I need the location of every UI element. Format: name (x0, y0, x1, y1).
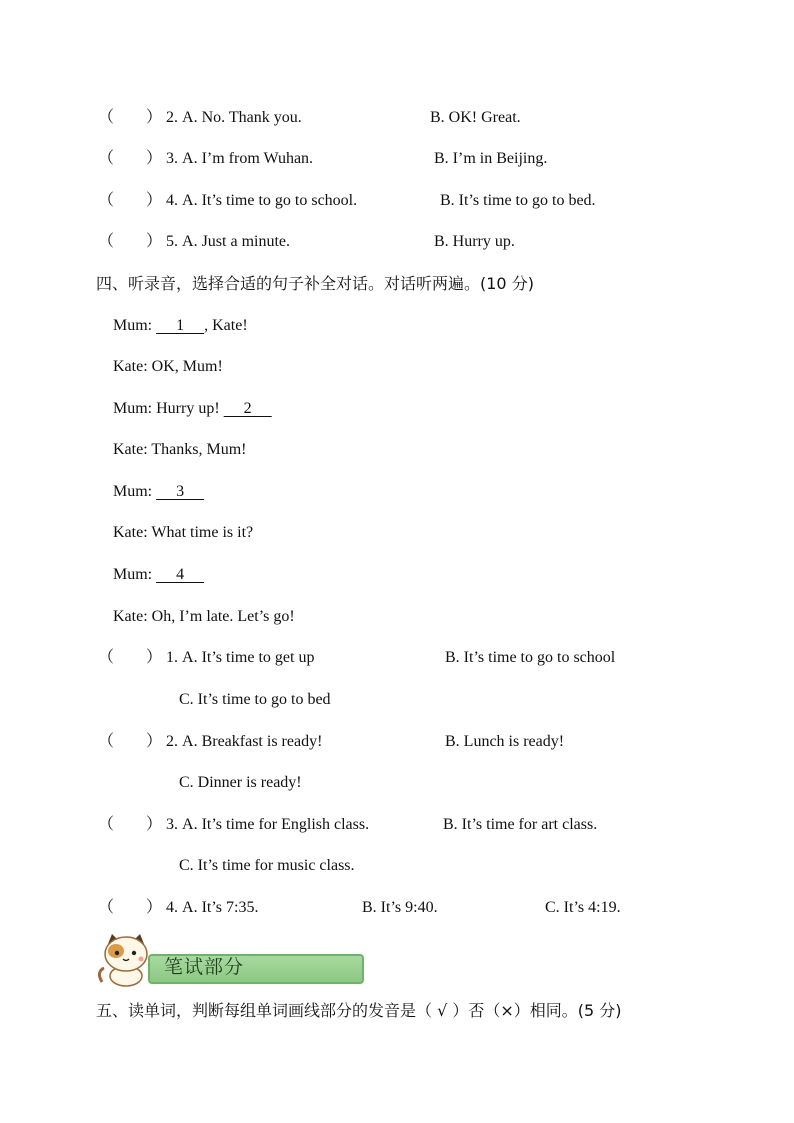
answer-paren[interactable]: （ ） (98, 233, 163, 250)
option-a: A. I’m from Wuhan. (182, 150, 314, 167)
option-c: C. It’s 4:19. (545, 899, 621, 916)
option-a: A. It’s time for English class. (182, 816, 370, 833)
answer-paren[interactable]: （ ） (98, 733, 163, 750)
item-number: 1. (166, 649, 179, 666)
item-number: 4. (166, 899, 179, 916)
option-a: A. Breakfast is ready! (182, 733, 323, 750)
option-b: B. OK! Great. (430, 109, 521, 126)
option-a: A. It’s time to go to school. (182, 192, 358, 209)
dialogue-text: What time is it? (151, 524, 254, 541)
blank[interactable]: 4 (156, 566, 205, 583)
item-number: 3. (166, 816, 179, 833)
part3-item-2 (98, 108, 302, 128)
section-5-title: 五、读单词，判断每组单词画线部分的发音是（ √ ）否（×）相同。(5 分) (96, 1001, 622, 1020)
option-a: A. No. Thank you. (182, 109, 302, 126)
question-2 (98, 732, 322, 752)
speaker: Mum: (113, 400, 153, 417)
speaker: Kate: (113, 524, 148, 541)
question-3 (98, 815, 369, 835)
cat-mascot-icon (96, 932, 166, 988)
answer-paren[interactable]: （ ） (98, 192, 163, 209)
speaker: Mum: (113, 317, 153, 334)
option-b: B. It’s time for art class. (443, 816, 598, 833)
option-c: C. It’s time for music class. (179, 857, 355, 874)
dialogue-line (113, 523, 253, 543)
dialogue-text: Thanks, Mum! (151, 441, 247, 458)
banner-label: 笔试部分 (164, 956, 245, 978)
dialogue-line (113, 357, 223, 377)
dialogue-text: Hurry up! (156, 400, 220, 417)
item-number: 3. (166, 150, 179, 167)
option-b: B. Lunch is ready! (445, 733, 565, 750)
item-number: 2. (166, 109, 179, 126)
blank[interactable]: 2 (223, 400, 272, 417)
speaker: Kate: (113, 608, 148, 625)
speaker: Kate: (113, 358, 148, 375)
answer-paren[interactable]: （ ） (98, 649, 163, 666)
part3-item-5 (98, 232, 290, 252)
dialogue-line (113, 607, 295, 627)
dialogue-text: , Kate! (204, 317, 248, 334)
blank[interactable]: 1 (156, 317, 205, 334)
dialogue-line (113, 440, 246, 460)
option-a: A. It’s 7:35. (182, 899, 259, 916)
dialogue-text: OK, Mum! (151, 358, 223, 375)
answer-paren[interactable]: （ ） (98, 899, 163, 916)
option-b: B. It’s 9:40. (362, 899, 438, 916)
option-a: A. Just a minute. (182, 233, 291, 250)
dialogue-text: Oh, I’m late. Let’s go! (151, 608, 295, 625)
option-b: B. It’s time to go to bed. (440, 192, 596, 209)
dialogue-line (113, 482, 204, 502)
option-b: B. I’m in Beijing. (434, 150, 548, 167)
option-c: C. Dinner is ready! (179, 774, 302, 791)
item-number: 2. (166, 733, 179, 750)
blank[interactable]: 3 (156, 483, 205, 500)
question-1 (98, 648, 314, 668)
speaker: Kate: (113, 441, 148, 458)
part3-item-4 (98, 191, 357, 211)
speaker: Mum: (113, 566, 153, 583)
dialogue-line (113, 399, 272, 419)
question-4 (98, 898, 258, 918)
answer-paren[interactable]: （ ） (98, 816, 163, 833)
speaker: Mum: (113, 483, 153, 500)
dialogue-line (113, 316, 248, 336)
dialogue-line (113, 565, 204, 585)
option-c: C. It’s time to go to bed (179, 691, 331, 708)
item-number: 4. (166, 192, 179, 209)
section-4-title: 四、听录音，选择合适的句子补全对话。对话听两遍。(10 分) (96, 274, 534, 293)
answer-paren[interactable]: （ ） (98, 109, 163, 126)
option-b: B. It’s time to go to school (445, 649, 616, 666)
answer-paren[interactable]: （ ） (98, 150, 163, 167)
option-b: B. Hurry up. (434, 233, 515, 250)
option-a: A. It’s time to get up (182, 649, 315, 666)
item-number: 5. (166, 233, 179, 250)
part3-item-3 (98, 149, 313, 169)
